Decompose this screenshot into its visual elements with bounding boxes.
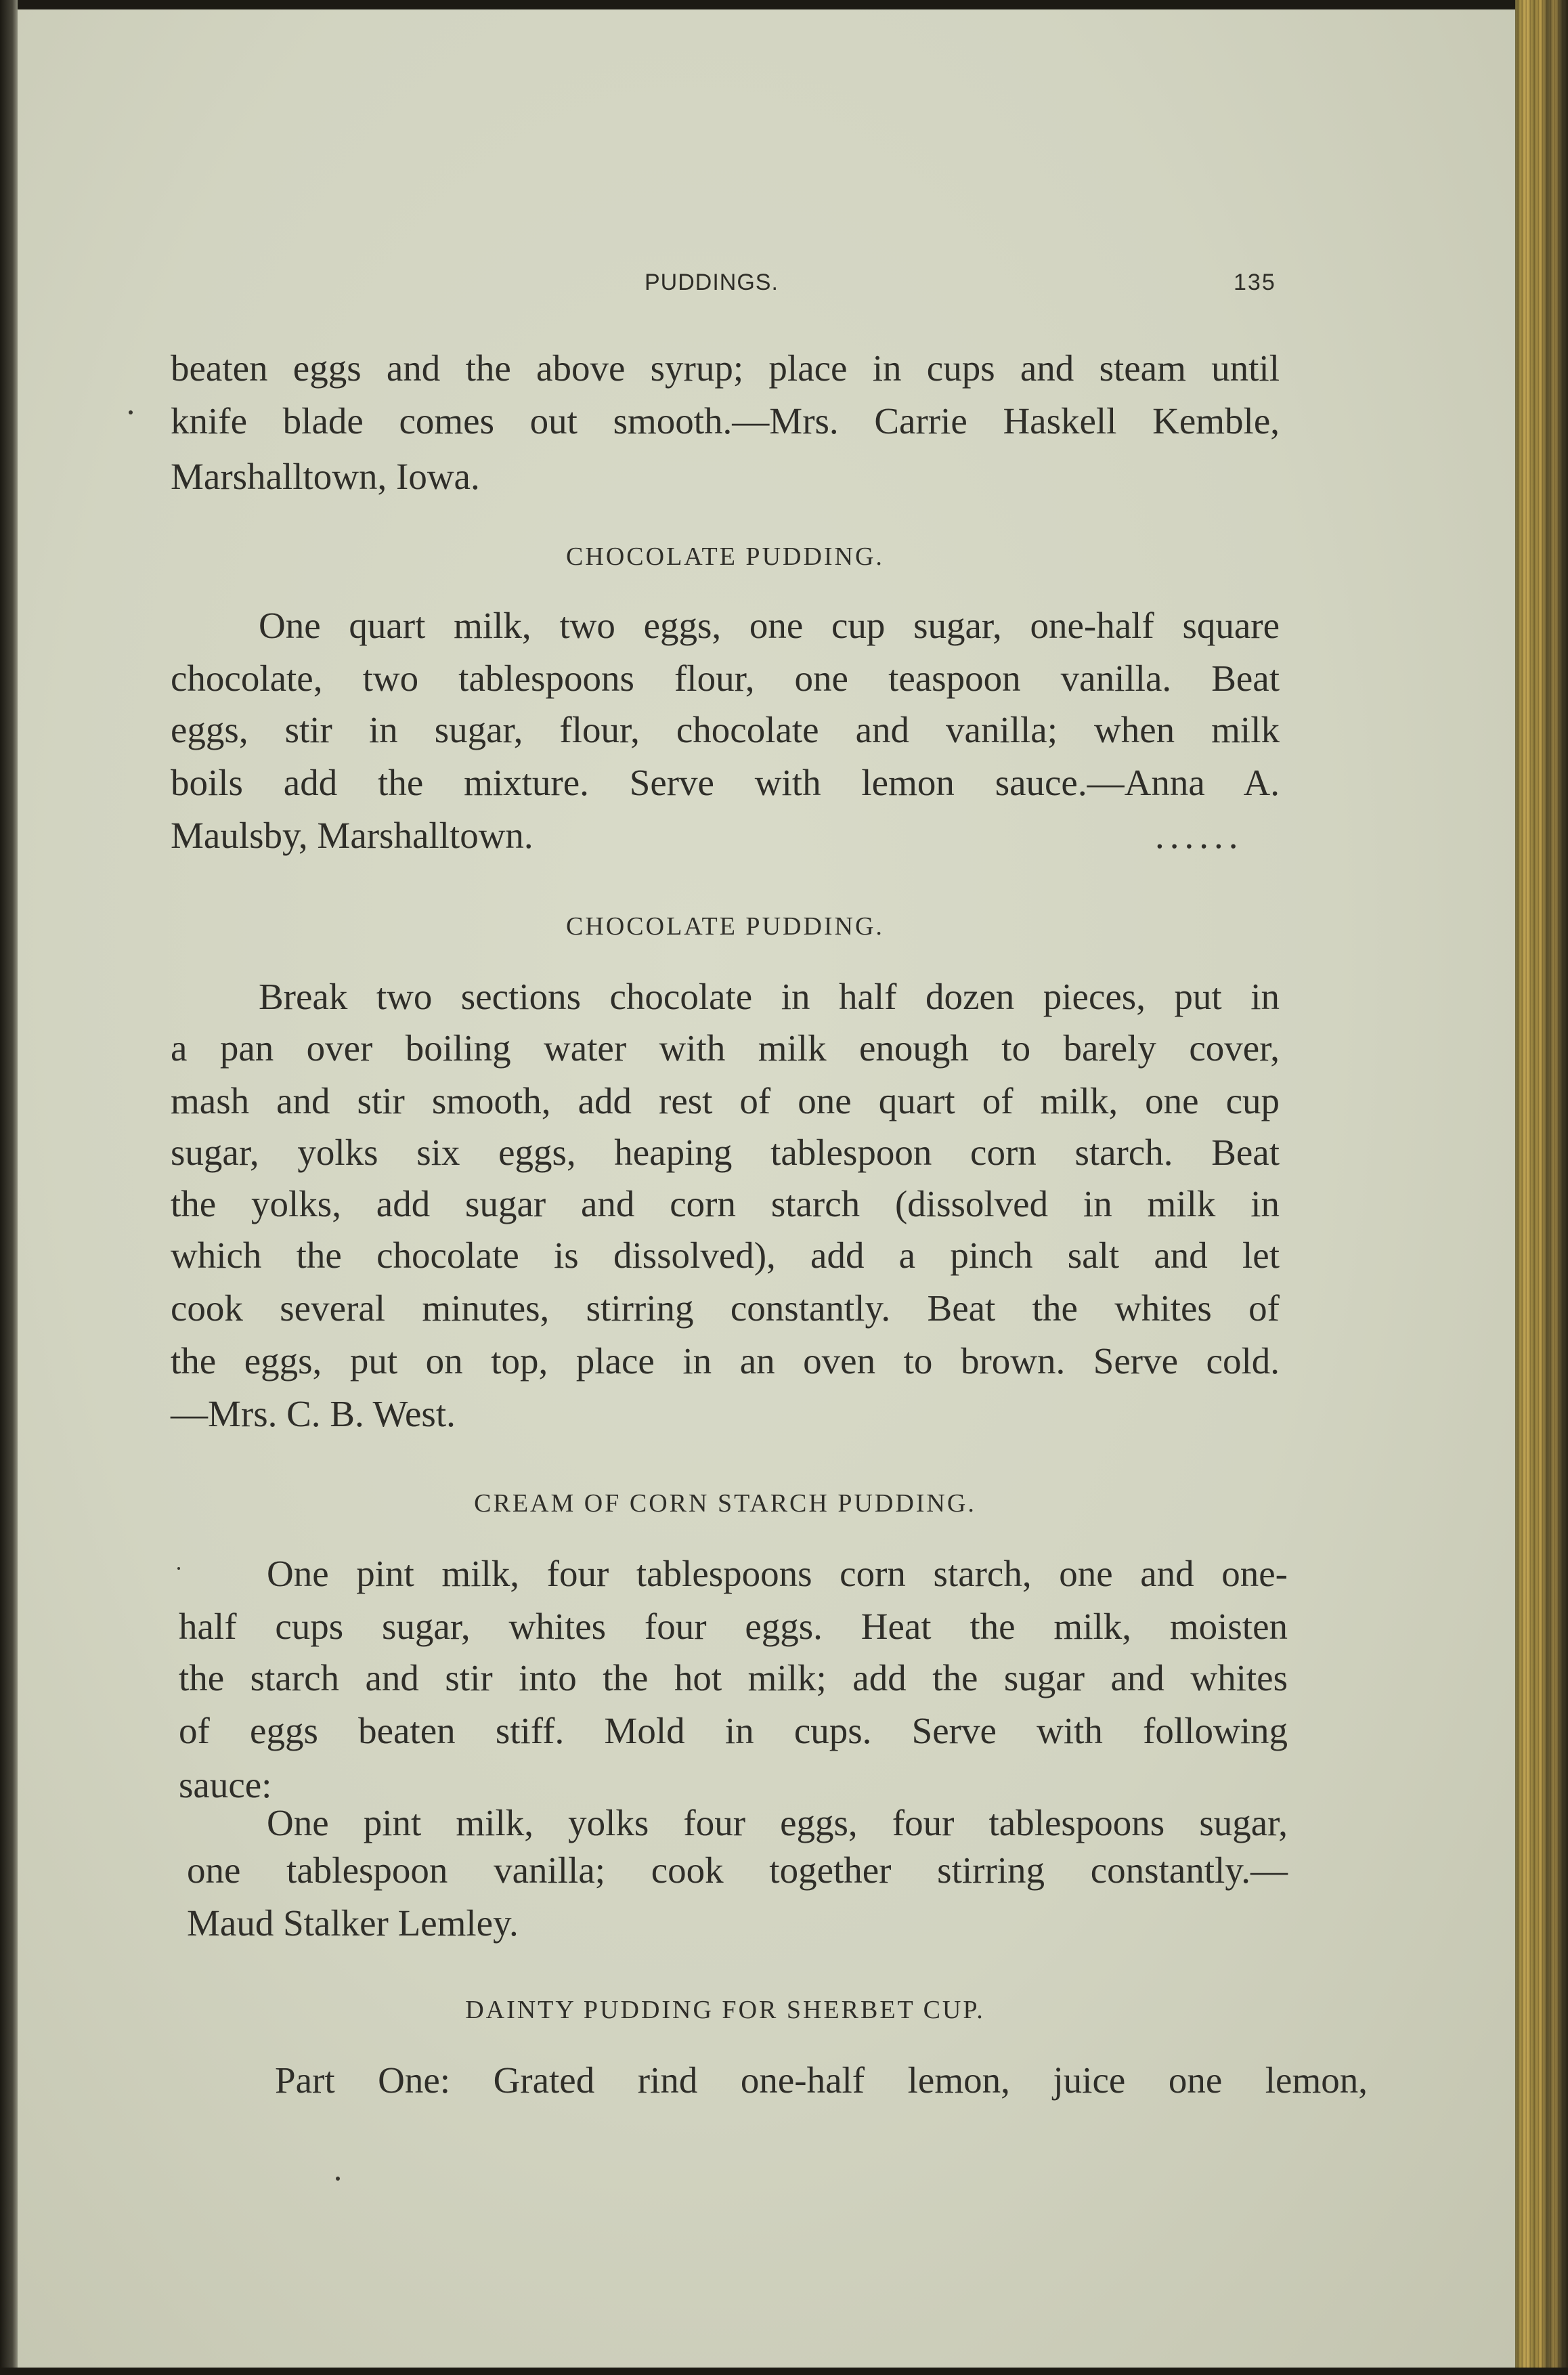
text-line: One pint milk, four tablespoons corn starch, one and one- xyxy=(267,1553,1288,1594)
text-line: cook several minutes, stirring constantly. Beat the whites of xyxy=(171,1287,1280,1329)
book-spine-edge xyxy=(0,0,18,2375)
text-line: the yolks, add sugar and corn starch (dissolved in milk in xyxy=(171,1183,1280,1224)
scan-bottom-edge xyxy=(0,2368,1568,2375)
recipe-title: DAINTY PUDDING FOR SHERBET CUP. xyxy=(465,1996,985,2024)
text-line: Break two sections chocolate in half dozen pieces, put in xyxy=(259,976,1280,1017)
text-line: the starch and stir into the hot milk; add the sugar and whites xyxy=(179,1657,1288,1698)
text-line: —Mrs. C. B. West. xyxy=(171,1393,456,1434)
recipe-title: CHOCOLATE PUDDING. xyxy=(566,912,884,941)
ink-speck xyxy=(336,2177,340,2181)
text-line: knife blade comes out smooth.—Mrs. Carrie Haskell Kemble, xyxy=(171,400,1280,442)
text-line: One quart milk, two eggs, one cup sugar, one-half square xyxy=(259,605,1280,646)
trailing-dots: ...... xyxy=(1155,815,1244,856)
text-line: the eggs, put on top, place in an oven to brown. Serve cold. xyxy=(171,1340,1280,1382)
text-line: which the chocolate is dissolved), add a pinch salt and let xyxy=(171,1235,1280,1276)
text-line: Maulsby, Marshalltown. xyxy=(171,815,533,856)
text-line: boils add the mixture. Serve with lemon sauce.—Anna A. xyxy=(171,762,1280,803)
text-line: Part One: Grated rind one-half lemon, juice one lemon, xyxy=(275,2059,1368,2101)
running-title: PUDDINGS. xyxy=(645,270,779,295)
page-number: 135 xyxy=(1234,270,1276,295)
text-line: half cups sugar, whites four eggs. Heat the milk, moisten xyxy=(179,1606,1288,1647)
scan-top-edge xyxy=(0,0,1568,9)
text-line: of eggs beaten stiff. Mold in cups. Serve with following xyxy=(179,1710,1288,1751)
text-line: sauce: xyxy=(179,1764,272,1805)
sauce-text-line: Maud Stalker Lemley. xyxy=(187,1902,519,1944)
sauce-text-line: One pint milk, yolks four eggs, four tablespoons sugar, xyxy=(267,1802,1288,1843)
sauce-text-line: one tablespoon vanilla; cook together stirring constantly.— xyxy=(187,1849,1288,1891)
text-line: a pan over boiling water with milk enough to barely cover, xyxy=(171,1027,1280,1069)
text-line: chocolate, two tablespoons flour, one teaspoon vanilla. Beat xyxy=(171,658,1280,699)
text-line: mash and stir smooth, add rest of one quart of milk, one cup xyxy=(171,1080,1280,1121)
recipe-title: CHOCOLATE PUDDING. xyxy=(566,542,884,571)
text-line: sugar, yolks six eggs, heaping tablespoon corn starch. Beat xyxy=(171,1132,1280,1173)
ink-speck xyxy=(129,410,133,414)
book-page-edge-lines xyxy=(1515,0,1568,2375)
text-line: Marshalltown, Iowa. xyxy=(171,456,480,497)
text-line: eggs, stir in sugar, flour, chocolate and vanilla; when milk xyxy=(171,709,1280,750)
recipe-title: CREAM OF CORN STARCH PUDDING. xyxy=(474,1489,976,1518)
text-line: beaten eggs and the above syrup; place in cups and steam until xyxy=(171,347,1280,389)
